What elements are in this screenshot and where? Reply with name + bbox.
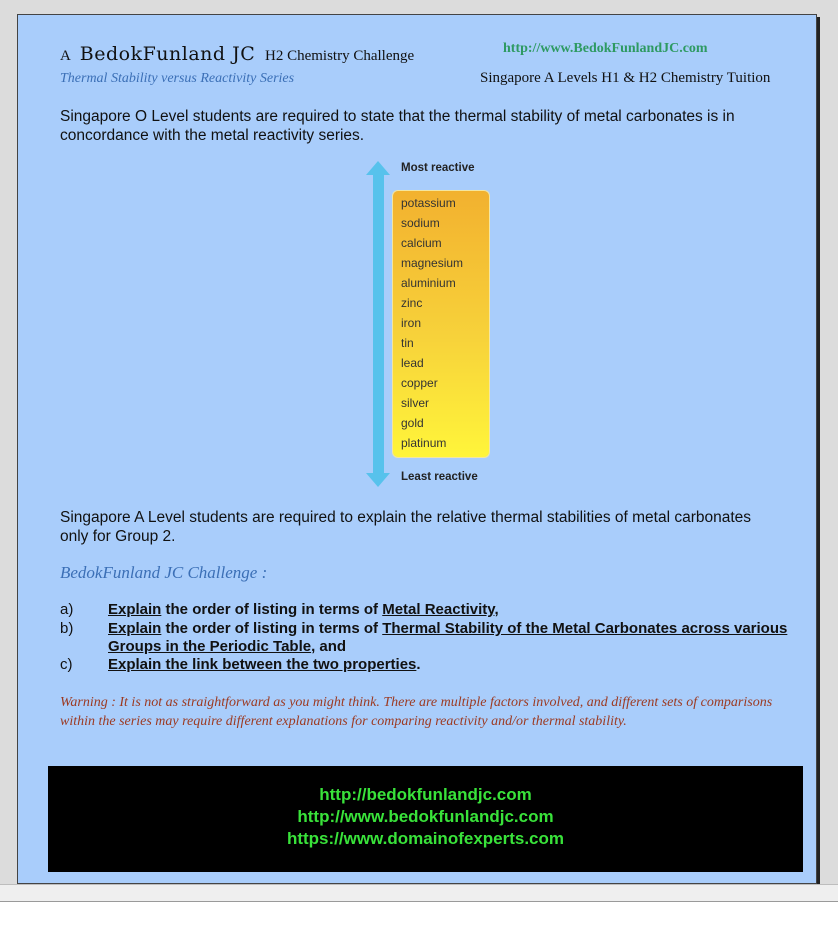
metal-item: gold	[401, 416, 424, 430]
question-letter: c)	[60, 656, 73, 673]
metal-item: iron	[401, 316, 422, 330]
intro-paragraph: Singapore O Level students are required to state that the thermal stability of metal carbonates is in concordance with the metal reactivity series.	[60, 108, 735, 144]
metal-list-box	[393, 191, 489, 457]
viewer-bottom-bar	[0, 884, 838, 902]
challenge-title: BedokFunland JC Challenge :	[60, 563, 268, 582]
footer-links	[48, 784, 803, 850]
footer-banner	[48, 766, 803, 872]
question-text: Explain the link between the two properties.	[108, 656, 421, 673]
metal-item: zinc	[401, 296, 423, 310]
reactivity-series-diagram	[363, 161, 513, 489]
question-letter: b)	[60, 620, 74, 637]
header-subtitle: Thermal Stability versus Reactivity Series	[60, 71, 295, 86]
question-text: Explain the order of listing in terms of Metal Reactivity,	[108, 601, 499, 618]
metal-item: tin	[401, 336, 414, 350]
most-reactive-label: Most reactive	[401, 162, 475, 174]
warning-note: Warning : It is not as straightforward as you might think. There are multiple factors involved, and different sets of comparisons within the series may require different explanations for comparing reactivity and/or thermal stability.	[60, 695, 773, 729]
brand-logo: BedokFunland JC	[79, 43, 256, 65]
metal-item: potassium	[401, 196, 456, 210]
arrow-shaft	[373, 173, 384, 477]
metal-item: lead	[401, 356, 424, 370]
footer-link[interactable]: https://www.domainofexperts.com	[286, 829, 565, 848]
metal-list	[401, 193, 463, 453]
metal-item: magnesium	[401, 256, 464, 270]
header-url-link[interactable]: http://www.BedokFunlandJC.com	[503, 41, 708, 56]
metal-item: copper	[401, 376, 438, 390]
question-text: Explain the order of listing in terms of Thermal Stability of the Metal Carbonates across various Groups in the Periodic Table, and	[108, 620, 788, 655]
a-level-paragraph: Singapore A Level students are required to explain the relative thermal stabilities of metal carbonates only for Group 2.	[60, 509, 752, 545]
header-title	[60, 43, 414, 65]
header-title-suffix: H2 Chemistry Challenge	[265, 48, 415, 64]
header-prefix: A	[60, 48, 71, 64]
metal-item: calcium	[401, 236, 442, 250]
metal-item: aluminium	[401, 276, 456, 290]
header-tuition: Singapore A Levels H1 & H2 Chemistry Tuition	[480, 70, 771, 86]
footer-link[interactable]: http://bedokfunlandjc.com	[319, 785, 532, 804]
question-letter: a)	[60, 601, 74, 618]
metal-item: silver	[401, 396, 430, 410]
arrow-down-icon	[366, 473, 390, 487]
document-page	[17, 14, 817, 884]
metal-item: sodium	[401, 216, 440, 230]
least-reactive-label: Least reactive	[401, 471, 478, 483]
metal-item: platinum	[401, 436, 447, 450]
footer-link[interactable]: http://www.bedokfunlandjc.com	[297, 807, 554, 826]
